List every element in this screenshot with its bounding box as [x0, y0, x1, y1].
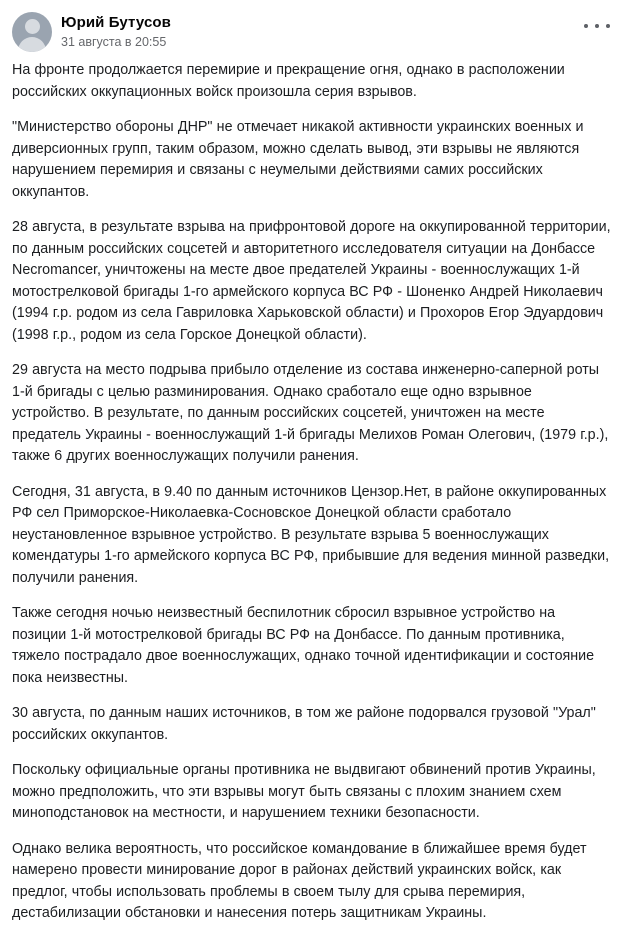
post-header	[0, 0, 624, 58]
post-paragraph: На фронте продолжается перемирие и прекращение огня, однако в расположении российских оккупационных войск произошла серия взрывов.	[12, 62, 565, 100]
ellipsis-icon[interactable]	[584, 16, 610, 36]
post-timestamp[interactable]: 31 августа в 20:55	[61, 35, 167, 49]
post-author-name[interactable]: Юрий Бутусов	[61, 14, 171, 31]
post-paragraph: 28 августа, в результате взрыва на прифронтовой дороге на оккупированной территории, по данным российских соцсетей и авторитетного исследователя ситуации на Донбассе Necromancer, уничтожены на месте двое предателей Украины - военнослужащих 1-й мотострелковой бригады 1-го армейского корпуса ВС РФ - Шоненко Андрей Николаевич (1994 г.р. родом из села Гавриловка Харьковской области) и Прохоров Егор Эдуардович (1998 г.р., родом из села Горское Донецкой области).	[12, 219, 611, 343]
avatar-body-shape	[18, 37, 46, 52]
ellipsis-dot	[584, 24, 588, 28]
avatar[interactable]	[12, 12, 52, 52]
post-body	[0, 58, 624, 935]
post-paragraph: 29 августа на место подрыва прибыло отделение из состава инженерно-саперной роты 1-й бригады с целью разминирования. Однако сработало еще одно взрывное устройство. В результате, по данным российских соцсетей, уничтожен на месте предатель Украины - военнослужащий 1-й бригады Мелихов Роман Олегович, (1979 г.р.), также 6 других военнослужащих получили ранения.	[12, 362, 609, 464]
post-paragraph: Также сегодня ночью неизвестный беспилотник сбросил взрывное устройство на позиции 1-й мотострелковой бригады ВС РФ на Донбассе. По данным противника, тяжело пострадало двое военнослужащих, однако точной идентификации и состояние пока неизвестны.	[12, 605, 595, 686]
post-paragraph: Сегодня, 31 августа, в 9.40 по данным источников Цензор.Нет, в районе оккупированных РФ сел Приморское-Николаевка-Сосновское Донецкой области сработало неустановленное взрывное устройство. В результате взрыва 5 военнослужащих комендатуры 1-го армейского корпуса ВС РФ, прибывшие для ведения минной разведки, получили ранения.	[12, 483, 610, 586]
post-header-text	[61, 12, 171, 51]
ellipsis-dot	[595, 24, 599, 28]
post-paragraph: Поскольку официальные органы противника не выдвигают обвинений против Украины, можно предположить, что эти взрывы могут быть связаны с плохим знанием схем миноподстановок на местности, и нарушением техники безопасности.	[12, 762, 596, 821]
avatar-head-shape	[25, 19, 40, 34]
post-paragraph: 30 августа, по данным наших источников, в том же районе подорвался грузовой "Урал" российских оккупантов.	[12, 705, 596, 743]
post-paragraph: "Министерство обороны ДНР" не отмечает никакой активности украинских военных и диверсионных групп, таким образом, можно сделать вывод, эти взрывы не являются нарушением перемирия и связаны с неумелыми действиями самих российских оккупантов.	[12, 119, 584, 200]
ellipsis-dot	[606, 24, 610, 28]
post-paragraph: Однако велика вероятность, что российское командование в ближайшее время будет намерено провести минирование дорог в районах действий украинских войск, как предлог, чтобы использовать проблемы в своем тылу для срыва перемирия, дестабилизации обстановки и нанесения потерь защитникам Украины.	[12, 840, 587, 921]
